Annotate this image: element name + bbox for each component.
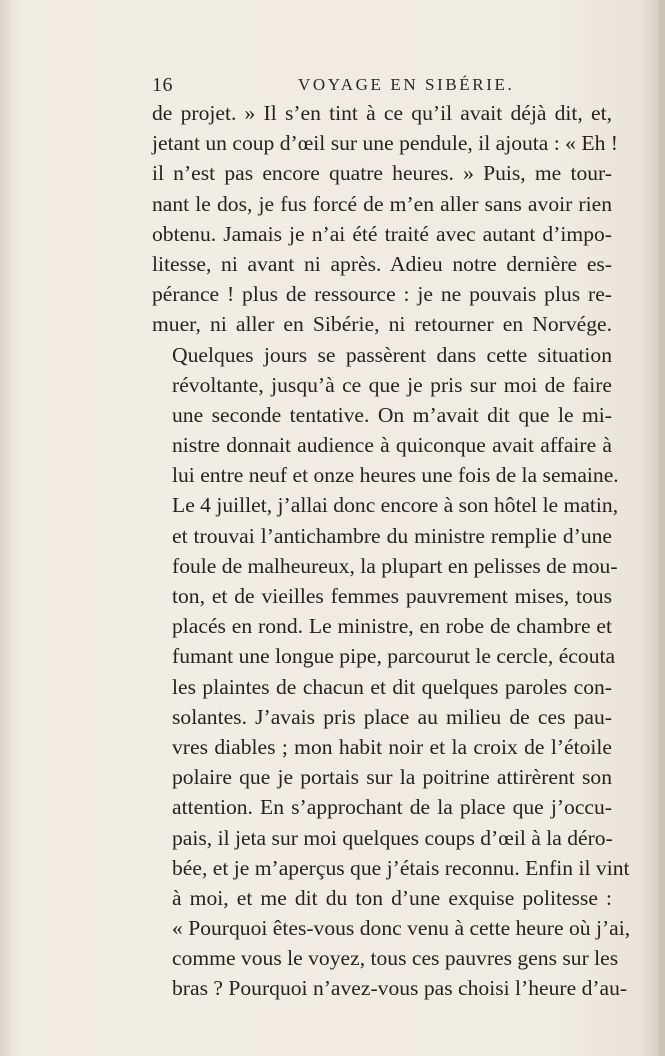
- text-line: Le 4 juillet, j’allai donc encore à son hôtel le matin,: [172, 493, 619, 518]
- text-line: muer, ni aller en Sibérie, ni retourner en Norvége.: [152, 312, 612, 337]
- text-line: fumant une longue pipe, parcourut le cercle, écouta: [172, 644, 616, 669]
- body-text: [152, 98, 631, 1004]
- text-line: pais, il jeta sur moi quelques coups d’œil à la déro-: [172, 825, 613, 850]
- text-line: et trouvai l’antichambre du ministre remplie d’une: [172, 523, 612, 548]
- text-line: solantes. J’avais pris place au milieu de ces pau-: [172, 704, 612, 729]
- text-line: polaire que je portais sur la poitrine attirèrent son: [172, 765, 612, 790]
- running-title: VOYAGE EN SIBÉRIE.: [298, 75, 515, 94]
- text-line: une seconde tentative. On m’avait dit que le mi-: [172, 402, 612, 427]
- text-line: nant le dos, je fus forcé de m’en aller sans avoir rien: [152, 191, 612, 216]
- running-header: [152, 68, 612, 98]
- text-line: obtenu. Jamais je n’ai été traité avec autant d’impo-: [152, 221, 612, 246]
- text-line: litesse, ni avant ni après. Adieu notre dernière es-: [152, 251, 612, 276]
- page-edge: [659, 0, 665, 1056]
- paragraph: [152, 340, 631, 1004]
- text-line: jetant un coup d’œil sur une pendule, il ajouta : « Eh !: [152, 131, 618, 156]
- text-line: il n’est pas encore quatre heures. » Puis, me tour-: [152, 161, 612, 186]
- text-line: ton, et de vieilles femmes pauvrement mises, tous: [172, 584, 612, 608]
- text-line: placés en rond. Le ministre, en robe de chambre et: [172, 614, 612, 639]
- page-gutter-shadow: [0, 0, 12, 1056]
- text-line: Quelques jours se passèrent dans cette situation: [172, 342, 612, 367]
- text-line: comme vous le voyez, tous ces pauvres gens sur les: [172, 946, 619, 971]
- text-line: bée, et je m’aperçus que j’étais reconnu. Enfin il vint: [172, 855, 630, 880]
- text-line: « Pourquoi êtes-vous donc venu à cette heure où j’ai,: [172, 916, 631, 941]
- text-line: nistre donnait audience à quiconque avait affaire à: [172, 433, 612, 458]
- text-line: vres diables ; mon habit noir et la croix de l’étoile: [172, 734, 612, 759]
- text-line: pérance ! plus de ressource : je ne pouvais plus re-: [152, 282, 612, 307]
- text-line: les plaintes de chacun et dit quelques paroles con-: [172, 674, 612, 699]
- text-line: foule de malheureux, la plupart en pelisses de mou-: [172, 553, 618, 578]
- text-line: à moi, et me dit du ton d’une exquise politesse :: [172, 885, 612, 910]
- page-number: 16: [152, 74, 173, 96]
- text-line: révoltante, jusqu’à ce que je pris sur moi de faire: [172, 372, 612, 397]
- paragraph: [152, 98, 618, 340]
- text-line: bras ? Pourquoi n’avez-vous pas choisi l’heure d’au-: [172, 976, 628, 1001]
- text-line: de projet. » Il s’en tint à ce qu’il avait déjà dit, et,: [152, 101, 612, 125]
- text-line: lui entre neuf et onze heures une fois de la semaine.: [172, 463, 619, 488]
- text-line: attention. En s’approchant de la place que j’occu-: [172, 795, 612, 820]
